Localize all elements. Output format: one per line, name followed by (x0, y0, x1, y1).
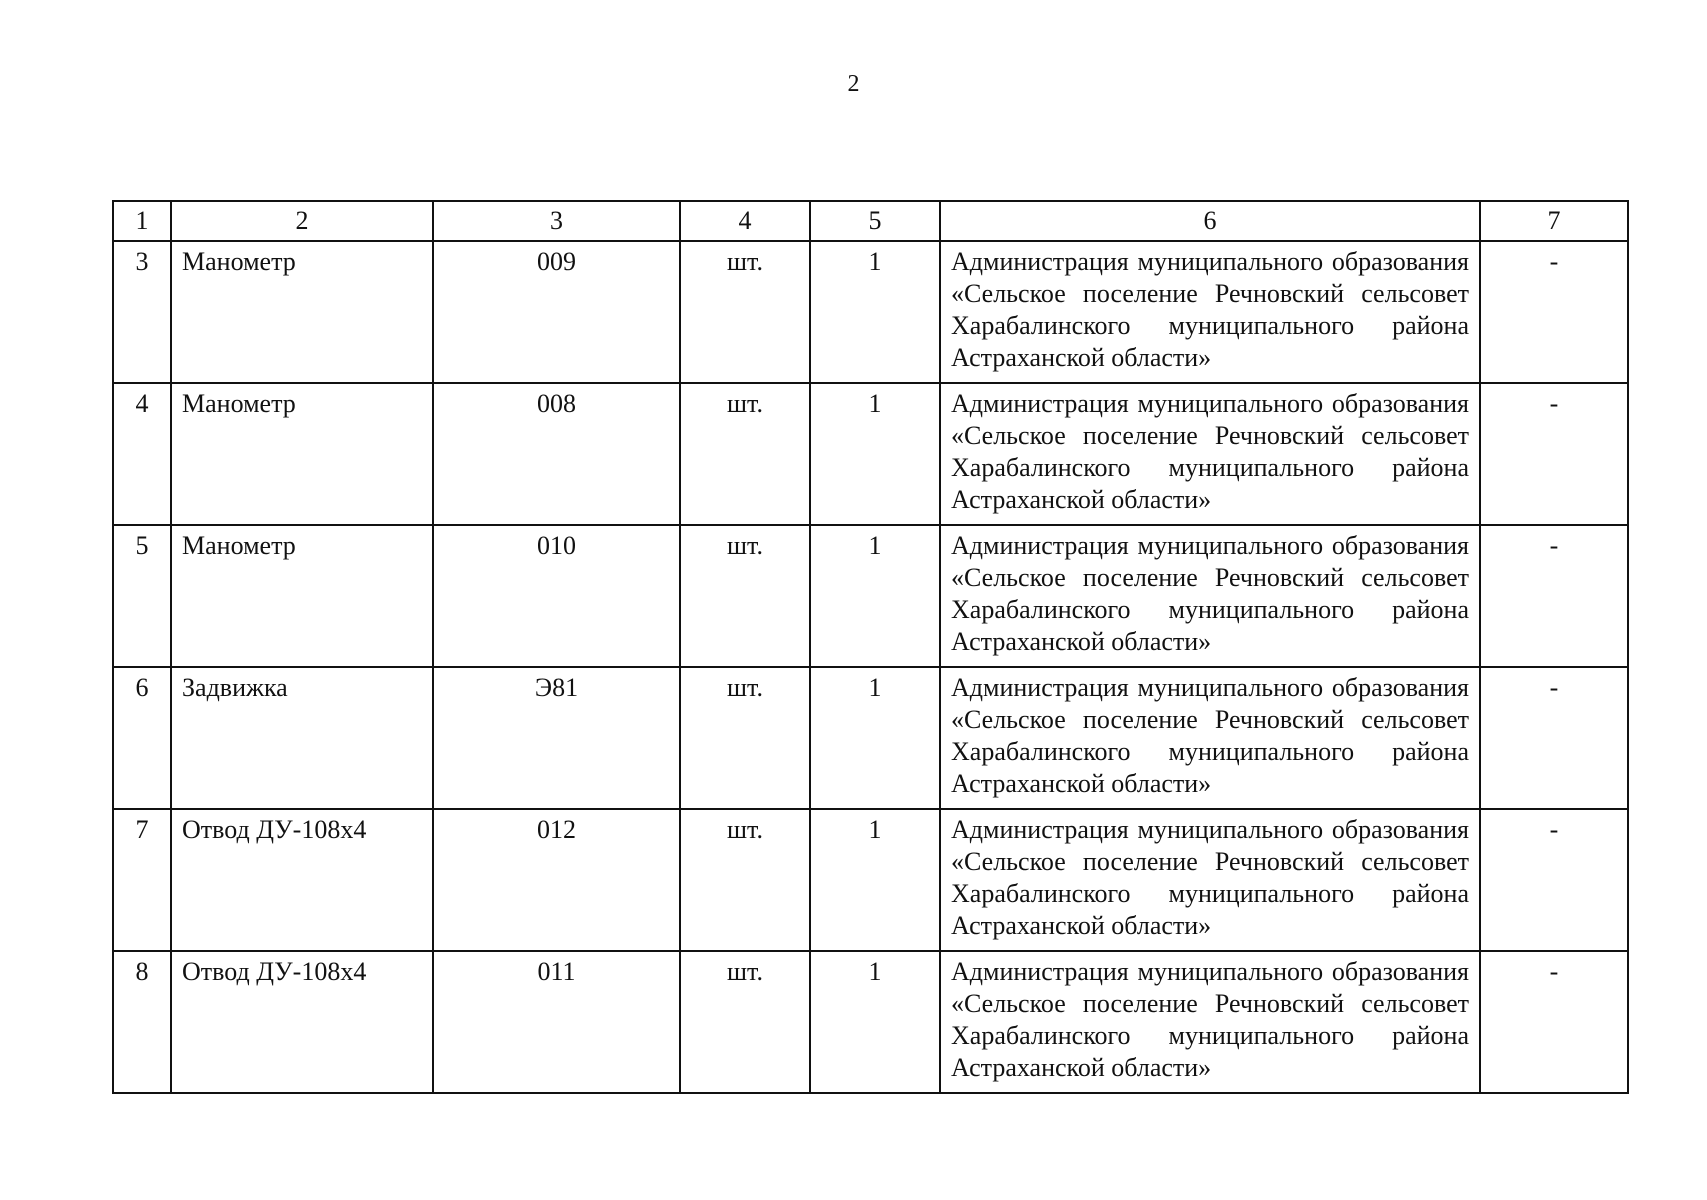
row-number: 3 (113, 241, 171, 383)
row-number: 8 (113, 951, 171, 1093)
owner: Администрация муниципального образования «Сельское поселение Речновский сельсовет Харабалинского муниципального района Астраханской области» (940, 951, 1480, 1093)
quantity: 1 (810, 241, 940, 383)
table-row (113, 809, 1628, 951)
header-col-5: 5 (810, 201, 940, 241)
header-col-3: 3 (433, 201, 680, 241)
row-number: 6 (113, 667, 171, 809)
item-name: Отвод ДУ-108х4 (171, 951, 433, 1093)
item-name: Манометр (171, 525, 433, 667)
quantity: 1 (810, 809, 940, 951)
note: - (1480, 809, 1628, 951)
table-row (113, 525, 1628, 667)
row-number: 7 (113, 809, 171, 951)
unit: шт. (680, 951, 810, 1093)
header-col-7: 7 (1480, 201, 1628, 241)
inventory-code: 012 (433, 809, 680, 951)
inventory-code: Э81 (433, 667, 680, 809)
table-row (113, 383, 1628, 525)
quantity: 1 (810, 667, 940, 809)
note: - (1480, 951, 1628, 1093)
inventory-code: 010 (433, 525, 680, 667)
page-number: 2 (847, 71, 860, 97)
note: - (1480, 241, 1628, 383)
owner: Администрация муниципального образования «Сельское поселение Речновский сельсовет Харабалинского муниципального района Астраханской области» (940, 383, 1480, 525)
item-name: Отвод ДУ-108х4 (171, 809, 433, 951)
header-col-1: 1 (113, 201, 171, 241)
table-header (113, 201, 1628, 241)
item-name: Задвижка (171, 667, 433, 809)
quantity: 1 (810, 525, 940, 667)
row-number: 5 (113, 525, 171, 667)
table-body (113, 241, 1628, 1093)
header-col-4: 4 (680, 201, 810, 241)
inventory-table (112, 200, 1629, 1094)
unit: шт. (680, 667, 810, 809)
header-col-6: 6 (940, 201, 1480, 241)
inventory-code: 008 (433, 383, 680, 525)
item-name: Манометр (171, 241, 433, 383)
quantity: 1 (810, 951, 940, 1093)
inventory-code: 009 (433, 241, 680, 383)
item-name: Манометр (171, 383, 433, 525)
unit: шт. (680, 525, 810, 667)
note: - (1480, 667, 1628, 809)
inventory-code: 011 (433, 951, 680, 1093)
note: - (1480, 525, 1628, 667)
table-row (113, 667, 1628, 809)
note: - (1480, 383, 1628, 525)
row-number: 4 (113, 383, 171, 525)
owner: Администрация муниципального образования «Сельское поселение Речновский сельсовет Харабалинского муниципального района Астраханской области» (940, 667, 1480, 809)
unit: шт. (680, 809, 810, 951)
table-row (113, 241, 1628, 383)
owner: Администрация муниципального образования «Сельское поселение Речновский сельсовет Харабалинского муниципального района Астраханской области» (940, 525, 1480, 667)
owner: Администрация муниципального образования «Сельское поселение Речновский сельсовет Харабалинского муниципального района Астраханской области» (940, 809, 1480, 951)
header-col-2: 2 (171, 201, 433, 241)
unit: шт. (680, 241, 810, 383)
owner: Администрация муниципального образования «Сельское поселение Речновский сельсовет Харабалинского муниципального района Астраханской области» (940, 241, 1480, 383)
table-row (113, 951, 1628, 1093)
unit: шт. (680, 383, 810, 525)
quantity: 1 (810, 383, 940, 525)
header-row (113, 201, 1628, 241)
